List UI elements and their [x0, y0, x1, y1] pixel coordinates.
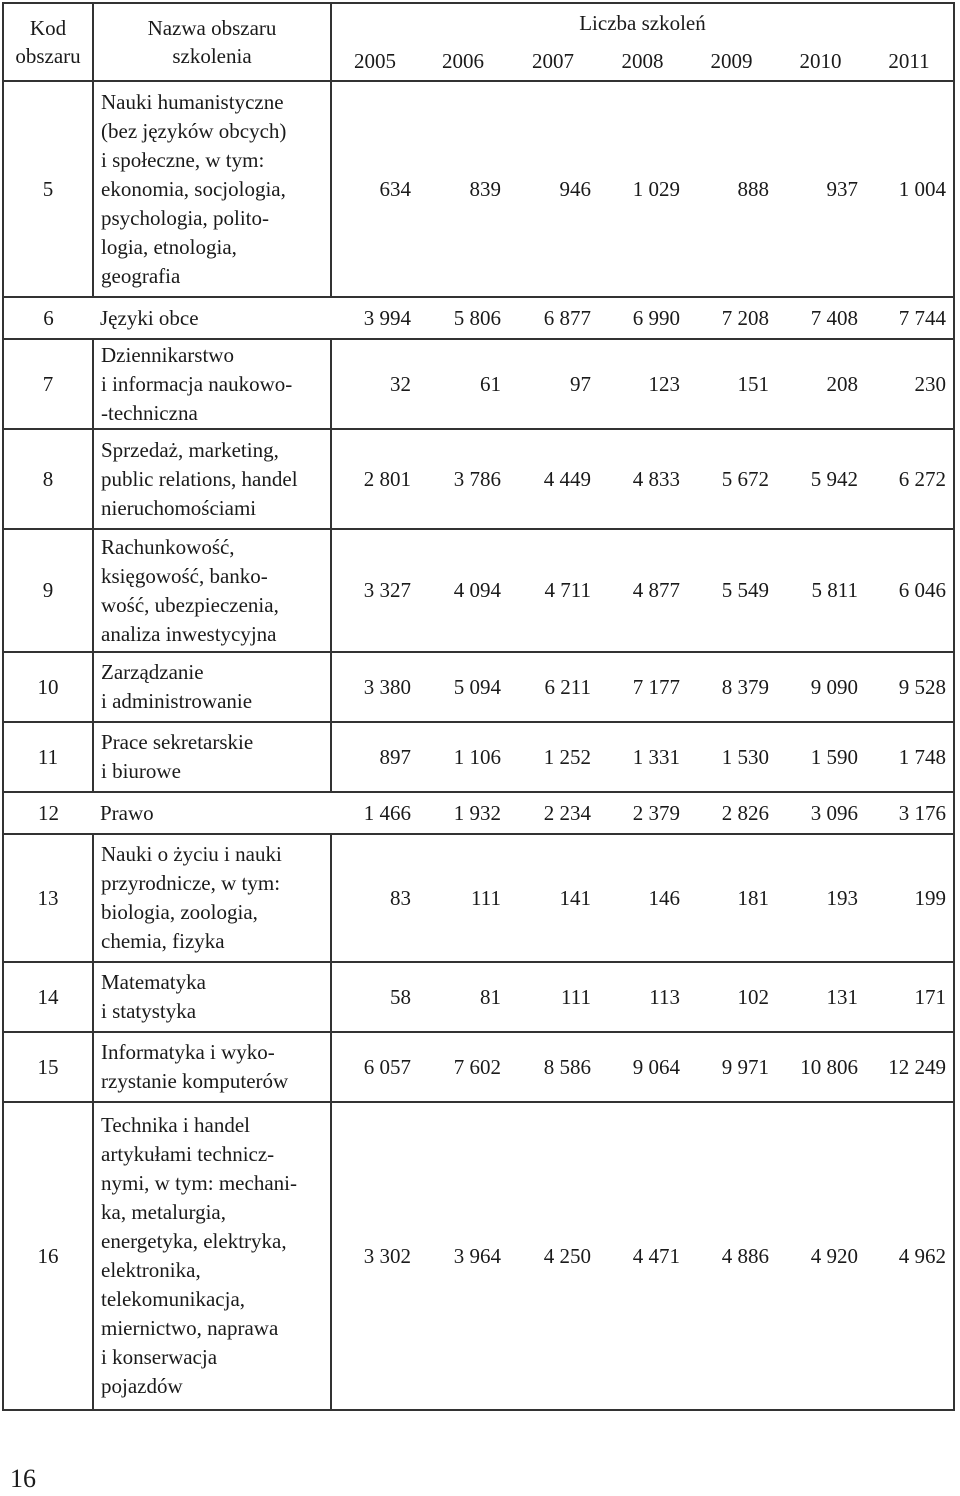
area-name-line: i konserwacja — [101, 1345, 218, 1369]
count-cell-2007: 946 — [508, 81, 598, 297]
area-code: 10 — [3, 652, 93, 722]
area-name-line: Zarządzanie — [101, 660, 204, 684]
count-cell-2011: 230 — [865, 339, 954, 429]
area-code: 7 — [3, 339, 93, 429]
area-name-line: i informacja naukowo- — [101, 371, 293, 396]
count-cell-2007: 4 711 — [508, 529, 598, 652]
count-header: Liczba szkoleń — [331, 3, 954, 43]
area-name-line: wość, ubezpieczenia, — [101, 592, 279, 617]
area-name-line: i społeczne, w tym: — [101, 147, 265, 172]
area-name-line: nieruchomościami — [101, 495, 257, 520]
area-code: 11 — [3, 722, 93, 792]
count-cell-2006: 1 932 — [418, 792, 508, 834]
area-name-line: elektronika, — [101, 1258, 201, 1282]
count-cell-2011: 6 046 — [865, 529, 954, 652]
area-name-line: artykułami technicz- — [101, 1142, 275, 1166]
count-cell-2006: 3 786 — [418, 429, 508, 529]
count-cell-2005: 634 — [331, 81, 418, 297]
area-name-line: public relations, handel — [101, 466, 298, 491]
count-cell-2009: 9 971 — [687, 1032, 776, 1102]
area-code: 16 — [3, 1102, 93, 1410]
area-name — [93, 339, 331, 429]
header-row-top — [3, 3, 954, 43]
year-header-2010: 2010 — [776, 43, 865, 81]
table-row — [3, 1032, 954, 1102]
count-cell-2006: 111 — [418, 834, 508, 962]
table-row — [3, 429, 954, 529]
count-cell-2010: 10 806 — [776, 1032, 865, 1102]
count-cell-2009: 102 — [687, 962, 776, 1032]
count-cell-2006: 3 964 — [418, 1102, 508, 1410]
area-name-line: biologia, zoologia, — [101, 900, 258, 924]
count-cell-2009: 5 549 — [687, 529, 776, 652]
count-cell-2010: 937 — [776, 81, 865, 297]
area-code: 5 — [3, 81, 93, 297]
count-cell-2008: 2 379 — [598, 792, 687, 834]
area-code: 15 — [3, 1032, 93, 1102]
table-row — [3, 81, 954, 297]
year-header-2005: 2005 — [331, 43, 418, 81]
area-name — [93, 429, 331, 529]
count-cell-2011: 199 — [865, 834, 954, 962]
count-cell-2007: 4 449 — [508, 429, 598, 529]
year-header-2007: 2007 — [508, 43, 598, 81]
area-name-line: telekomunikacja, — [101, 1287, 246, 1311]
year-header-2006: 2006 — [418, 43, 508, 81]
count-cell-2006: 4 094 — [418, 529, 508, 652]
area-code: 8 — [3, 429, 93, 529]
count-cell-2009: 2 826 — [687, 792, 776, 834]
area-name-line: Prawo — [100, 800, 154, 825]
count-cell-2008: 123 — [598, 339, 687, 429]
count-cell-2007: 97 — [508, 339, 598, 429]
code-header-label: Kod obszaru — [15, 16, 81, 68]
count-cell-2007: 6 877 — [508, 297, 598, 339]
count-cell-2005: 83 — [331, 834, 418, 962]
count-cell-2005: 58 — [331, 962, 418, 1032]
table-row — [3, 962, 954, 1032]
area-name-line: ka, metalurgia, — [101, 1200, 226, 1224]
name-header — [93, 3, 331, 81]
area-name-line: miernictwo, naprawa — [101, 1316, 279, 1340]
count-cell-2011: 7 744 — [865, 297, 954, 339]
count-cell-2011: 3 176 — [865, 792, 954, 834]
count-cell-2011: 1 004 — [865, 81, 954, 297]
area-name-line: energetyka, elektryka, — [101, 1229, 287, 1253]
count-cell-2005: 1 466 — [331, 792, 418, 834]
table-row — [3, 834, 954, 962]
count-cell-2006: 61 — [418, 339, 508, 429]
area-name-line: Prace sekretarskie — [101, 730, 254, 754]
area-name-line: geografia — [101, 263, 181, 288]
area-name-line: psychologia, polito- — [101, 205, 269, 230]
area-name-line: i administrowanie — [101, 689, 253, 713]
training-areas-table — [2, 2, 955, 1411]
count-cell-2008: 113 — [598, 962, 687, 1032]
area-name-line: -techniczna — [101, 400, 198, 425]
count-cell-2007: 111 — [508, 962, 598, 1032]
area-name — [93, 1102, 331, 1410]
code-header — [3, 3, 93, 81]
area-name-line: Informatyka i wyko- — [101, 1040, 275, 1064]
table-row — [3, 652, 954, 722]
count-cell-2010: 5 942 — [776, 429, 865, 529]
count-cell-2007: 6 211 — [508, 652, 598, 722]
area-name — [93, 962, 331, 1032]
count-cell-2007: 2 234 — [508, 792, 598, 834]
count-cell-2010: 4 920 — [776, 1102, 865, 1410]
count-cell-2008: 4 877 — [598, 529, 687, 652]
count-cell-2010: 208 — [776, 339, 865, 429]
count-cell-2005: 32 — [331, 339, 418, 429]
year-header-2011: 2011 — [865, 43, 954, 81]
area-name — [93, 1032, 331, 1102]
count-cell-2009: 1 530 — [687, 722, 776, 792]
table-row — [3, 1102, 954, 1410]
area-name-line: Nauki humanistyczne — [101, 89, 284, 114]
count-cell-2006: 7 602 — [418, 1032, 508, 1102]
count-cell-2008: 4 833 — [598, 429, 687, 529]
area-name-line: Nauki o życiu i nauki — [101, 842, 282, 866]
count-cell-2009: 4 886 — [687, 1102, 776, 1410]
count-cell-2005: 2 801 — [331, 429, 418, 529]
area-name-line: księgowość, banko- — [101, 563, 268, 588]
count-cell-2011: 1 748 — [865, 722, 954, 792]
count-cell-2007: 1 252 — [508, 722, 598, 792]
count-cell-2009: 888 — [687, 81, 776, 297]
area-name-line: (bez języków obcych) — [101, 118, 287, 143]
area-name-line: ekonomia, socjologia, — [101, 176, 286, 201]
count-cell-2011: 4 962 — [865, 1102, 954, 1410]
table-row — [3, 339, 954, 429]
table-row — [3, 529, 954, 652]
area-name-line: chemia, fizyka — [101, 929, 225, 953]
count-cell-2005: 3 380 — [331, 652, 418, 722]
area-name-line: analiza inwestycyjna — [101, 621, 277, 646]
area-name-line: Języki obce — [100, 305, 199, 330]
table-row — [3, 297, 954, 339]
page-number: 16 — [10, 1464, 36, 1493]
count-cell-2008: 7 177 — [598, 652, 687, 722]
area-name-line: przyrodnicze, w tym: — [101, 871, 281, 895]
area-name-line: Technika i handel — [101, 1113, 250, 1137]
count-cell-2009: 151 — [687, 339, 776, 429]
count-cell-2005: 3 327 — [331, 529, 418, 652]
count-cell-2008: 4 471 — [598, 1102, 687, 1410]
count-cell-2005: 3 994 — [331, 297, 418, 339]
area-code: 13 — [3, 834, 93, 962]
count-cell-2011: 9 528 — [865, 652, 954, 722]
area-name-line: i biurowe — [101, 759, 181, 783]
count-cell-2005: 6 057 — [331, 1032, 418, 1102]
area-name-line: rzystanie komputerów — [101, 1069, 289, 1093]
count-cell-2011: 6 272 — [865, 429, 954, 529]
count-cell-2010: 3 096 — [776, 792, 865, 834]
area-name — [93, 722, 331, 792]
count-cell-2008: 1 029 — [598, 81, 687, 297]
count-cell-2010: 7 408 — [776, 297, 865, 339]
area-name-line: Rachunkowość, — [101, 534, 235, 559]
count-cell-2007: 4 250 — [508, 1102, 598, 1410]
year-header-2008: 2008 — [598, 43, 687, 81]
area-name-line: pojazdów — [101, 1374, 183, 1398]
count-cell-2005: 3 302 — [331, 1102, 418, 1410]
count-cell-2009: 8 379 — [687, 652, 776, 722]
year-header-2009: 2009 — [687, 43, 776, 81]
area-name-line: Matematyka — [101, 970, 206, 994]
count-cell-2007: 8 586 — [508, 1032, 598, 1102]
area-name-line: Dziennikarstwo — [101, 342, 234, 367]
count-cell-2009: 5 672 — [687, 429, 776, 529]
count-cell-2009: 7 208 — [687, 297, 776, 339]
count-cell-2010: 1 590 — [776, 722, 865, 792]
area-name-line: i statystyka — [101, 999, 197, 1023]
count-cell-2006: 5 806 — [418, 297, 508, 339]
count-cell-2006: 839 — [418, 81, 508, 297]
area-name-line: nymi, w tym: mechani- — [101, 1171, 297, 1195]
area-name-line: Sprzedaż, marketing, — [101, 437, 279, 462]
table-row — [3, 722, 954, 792]
area-name — [93, 792, 331, 834]
count-cell-2006: 1 106 — [418, 722, 508, 792]
count-cell-2011: 171 — [865, 962, 954, 1032]
count-cell-2007: 141 — [508, 834, 598, 962]
count-cell-2008: 9 064 — [598, 1032, 687, 1102]
count-cell-2011: 12 249 — [865, 1032, 954, 1102]
area-name — [93, 81, 331, 297]
area-name — [93, 834, 331, 962]
count-cell-2010: 131 — [776, 962, 865, 1032]
area-name-line: logia, etnologia, — [101, 234, 237, 259]
area-name — [93, 652, 331, 722]
area-code: 9 — [3, 529, 93, 652]
count-cell-2008: 1 331 — [598, 722, 687, 792]
area-code: 6 — [3, 297, 93, 339]
table-row — [3, 792, 954, 834]
count-cell-2009: 181 — [687, 834, 776, 962]
count-cell-2010: 193 — [776, 834, 865, 962]
name-header-label: Nazwa obszaru szkolenia — [147, 16, 277, 68]
count-cell-2005: 897 — [331, 722, 418, 792]
count-cell-2006: 5 094 — [418, 652, 508, 722]
count-cell-2008: 6 990 — [598, 297, 687, 339]
area-code: 12 — [3, 792, 93, 834]
area-name — [93, 529, 331, 652]
count-cell-2010: 5 811 — [776, 529, 865, 652]
count-cell-2006: 81 — [418, 962, 508, 1032]
area-code: 14 — [3, 962, 93, 1032]
area-name — [93, 297, 331, 339]
count-cell-2010: 9 090 — [776, 652, 865, 722]
count-cell-2008: 146 — [598, 834, 687, 962]
